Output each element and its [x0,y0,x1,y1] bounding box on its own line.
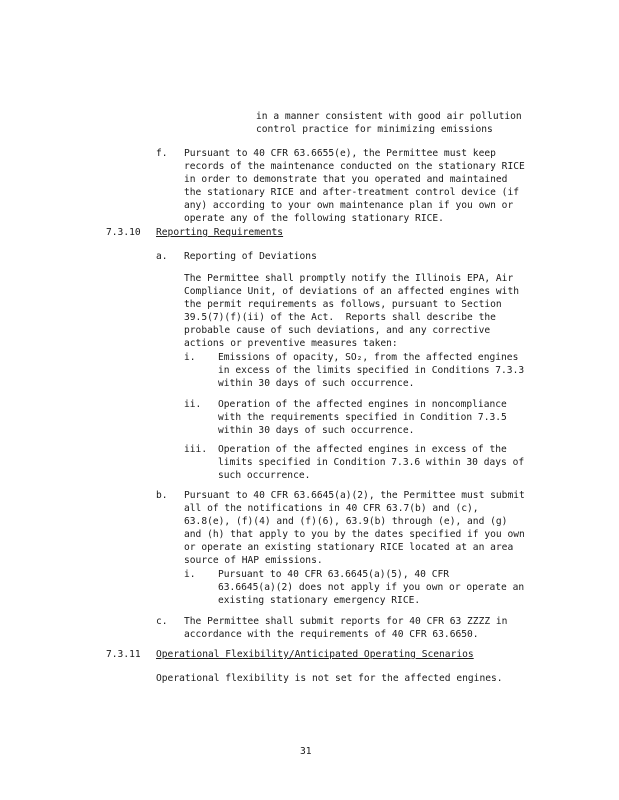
subitem-line: within 30 days of such occurrence. [218,378,415,389]
subitem-line: such occurrence. [218,470,311,481]
item-b-line: or operate an existing stationary RICE located at an area [184,542,514,553]
subitem-line: in excess of the limits specified in Conditions 7.3.3 [218,365,525,376]
subitem-line: Operation of the affected engines in excess of the [218,444,507,455]
subitem-line: limits specified in Condition 7.3.6 within 30 days of [218,457,525,468]
subitem-line: within 30 days of such occurrence. [218,425,415,436]
item-a-paragraph-line: The Permittee shall promptly notify the Illinois EPA, Air [184,273,514,284]
item-f-label: f. [156,148,168,159]
subitem-line: Pursuant to 40 CFR 63.6645(a)(5), 40 CFR [218,569,450,580]
item-a-paragraph-line: actions or preventive measures taken: [184,338,398,349]
section-title: Reporting Requirements [156,227,284,238]
item-f-line: records of the maintenance conducted on the stationary RICE [184,161,525,172]
subitem-label: iii. [184,444,208,455]
page-number: 31 [300,746,312,757]
item-b-line: Pursuant to 40 CFR 63.6645(a)(2), the Permittee must submit [184,490,525,501]
item-b-label: b. [156,490,168,501]
item-a-paragraph-line: 39.5(7)(f)(ii) of the Act. Reports shall describe the [184,312,496,323]
continuation-line: control practice for minimizing emissions [256,124,493,135]
item-a-heading: Reporting of Deviations [184,251,317,262]
item-a-label: a. [156,251,168,262]
item-b-line: 63.8(e), (f)(4) and (f)(6), 63.9(b) through (e), and (g) [184,516,508,527]
subitem-line: 63.6645(a)(2) does not apply if you own or operate an [218,582,525,593]
item-b-line: source of HAP emissions. [184,555,323,566]
item-c-line: accordance with the requirements of 40 CFR 63.6650. [184,629,479,640]
section-number: 7.3.10 [106,227,141,238]
item-a-paragraph-line: probable cause of such deviations, and any corrective [184,325,491,336]
continuation-line: in a manner consistent with good air pollution [256,111,522,122]
item-f-line: operate any of the following stationary RICE. [184,213,444,224]
subitem-line: Emissions of opacity, SO₂, from the affected engines [218,352,519,363]
subitem-line: existing stationary emergency RICE. [218,595,421,606]
item-f-line: Pursuant to 40 CFR 63.6655(e), the Permittee must keep [184,148,496,159]
item-a-paragraph-line: Compliance Unit, of deviations of an affected engines with [184,286,520,297]
subitem-line: with the requirements specified in Condition 7.3.5 [218,412,507,423]
subitem-line: Operation of the affected engines in noncompliance [218,399,507,410]
item-c-line: The Permittee shall submit reports for 40 CFR 63 ZZZZ in [184,616,508,627]
item-f-line: the stationary RICE and after-treatment control device (if [184,187,520,198]
item-c-label: c. [156,616,168,627]
section-number: 7.3.11 [106,649,141,660]
item-b-line: and (h) that apply to you by the dates specified if you own [184,529,525,540]
item-f-line: any) according to your own maintenance plan if you own or [184,200,514,211]
section-body: Operational flexibility is not set for the affected engines. [156,673,503,684]
item-a-paragraph-line: the permit requirements as follows, pursuant to Section [184,299,502,310]
subitem-label: i. [184,569,196,580]
subitem-label: ii. [184,399,202,410]
section-title: Operational Flexibility/Anticipated Operating Scenarios [156,649,474,660]
subitem-label: i. [184,352,196,363]
item-f-line: in order to demonstrate that you operated and maintained [184,174,508,185]
item-b-line: all of the notifications in 40 CFR 63.7(b) and (c), [184,503,479,514]
